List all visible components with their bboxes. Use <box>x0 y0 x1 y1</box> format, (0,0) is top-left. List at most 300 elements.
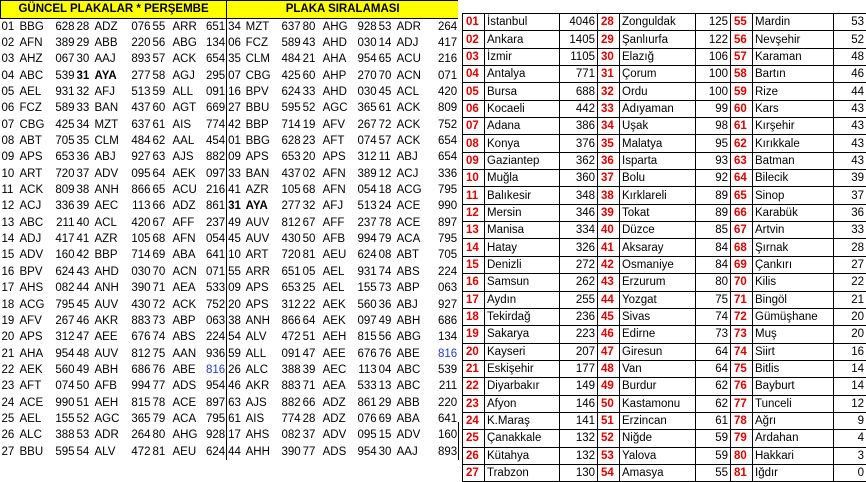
ranking-row <box>463 204 866 221</box>
plate-number-cell: 312 <box>350 150 378 166</box>
plate-code-cell: 53 <box>378 19 396 36</box>
plate-row <box>1 264 459 280</box>
plate-letters-cell: BBU <box>245 101 273 117</box>
plate-letters-cell: ABB <box>94 35 123 51</box>
city-count-cell: 43 <box>834 152 866 169</box>
plate-letters-cell: AJS <box>245 395 273 411</box>
city-name-cell: Muş <box>753 326 834 343</box>
plate-row <box>1 101 459 117</box>
plate-code-cell: 51 <box>302 330 322 346</box>
plate-number-cell: 628 <box>47 19 76 36</box>
plate-number-cell: 030 <box>350 84 378 100</box>
plate-letters-cell: BAN <box>94 101 123 117</box>
city-code-cell: 24 <box>463 412 485 429</box>
ranking-row <box>463 274 866 291</box>
plate-letters-cell: ABH <box>396 313 424 329</box>
city-code-cell: 50 <box>598 395 620 412</box>
plate-letters-cell: AAJ <box>396 444 424 460</box>
city-name-cell: Ardahan <box>753 430 834 447</box>
city-count-cell: 362 <box>560 152 598 169</box>
plate-number-cell: 417 <box>424 35 459 51</box>
city-count-cell: 62 <box>696 395 731 412</box>
plate-number-cell: 624 <box>47 264 76 280</box>
plates-header-row <box>1 1 459 19</box>
city-name-cell: Bilecik <box>753 170 834 187</box>
plate-number-cell: 388 <box>47 428 76 444</box>
plate-code-cell: 33 <box>76 101 94 117</box>
plate-letters-cell: ACU <box>172 182 199 198</box>
city-count-cell: 61 <box>696 412 731 429</box>
city-count-cell: 141 <box>560 412 598 429</box>
city-name-cell: Uşak <box>620 118 696 135</box>
plate-code-cell: 77 <box>152 379 172 395</box>
city-name-cell: Kastamonu <box>620 395 696 412</box>
city-code-cell: 23 <box>463 395 485 412</box>
city-code-cell: 13 <box>463 222 485 239</box>
plate-code-cell: 51 <box>76 395 94 411</box>
plate-letters-cell: ACE <box>19 395 47 411</box>
city-count-cell: 106 <box>696 48 731 65</box>
plate-code-cell: 01 <box>227 133 245 149</box>
plate-row <box>1 346 459 362</box>
plate-code-cell: 66 <box>302 395 322 411</box>
plate-letters-cell: AFB <box>94 379 123 395</box>
plate-letters-cell: ABC <box>396 362 424 378</box>
plate-row <box>1 84 459 100</box>
plate-number-cell: 990 <box>424 199 459 215</box>
plate-letters-cell: ARR <box>245 264 273 280</box>
plate-number-cell: 815 <box>123 395 152 411</box>
plate-code-cell: 39 <box>302 362 322 378</box>
plate-code-cell: 57 <box>152 52 172 68</box>
ranking-row <box>463 343 866 360</box>
plate-letters-cell: AEK <box>322 297 350 313</box>
plate-code-cell: 73 <box>152 313 172 329</box>
plate-number-cell: 654 <box>424 133 459 149</box>
city-count-cell: 9 <box>834 412 866 429</box>
plate-letters-cell: ACL <box>396 84 424 100</box>
plate-number-cell: 809 <box>47 182 76 198</box>
plate-code-cell: 06 <box>1 101 19 117</box>
plate-number-cell: 653 <box>47 150 76 166</box>
plate-code-cell: 65 <box>152 182 172 198</box>
plate-letters-cell: ADR <box>94 428 123 444</box>
plate-code-cell: 30 <box>76 52 94 68</box>
plate-code-cell: 21 <box>302 52 322 68</box>
plate-number-cell: 628 <box>273 133 302 149</box>
city-name-cell: Bitlis <box>753 360 834 377</box>
city-name-cell: Kırıkkale <box>753 135 834 152</box>
plate-code-cell: 46 <box>76 313 94 329</box>
city-count-cell: 688 <box>560 83 598 100</box>
plate-number-cell: 560 <box>350 297 378 313</box>
plate-letters-cell: AKR <box>245 379 273 395</box>
plate-number-cell: 105 <box>123 231 152 247</box>
plate-code-cell: 09 <box>227 281 245 297</box>
city-count-cell: 262 <box>560 274 598 291</box>
city-code-cell: 80 <box>731 447 753 464</box>
plate-code-cell: 08 <box>1 133 19 149</box>
plate-letters-cell: BBP <box>94 248 123 264</box>
plate-letters-cell: ACA <box>396 231 424 247</box>
plate-letters-cell: ACK <box>172 297 199 313</box>
plate-number-cell: 883 <box>273 379 302 395</box>
plate-code-cell: 20 <box>227 297 245 313</box>
plate-code-cell: 49 <box>76 362 94 378</box>
city-name-cell: Gaziantep <box>485 152 560 169</box>
city-name-cell: Batman <box>753 152 834 169</box>
plate-number-cell: 160 <box>47 248 76 264</box>
city-name-cell: Konya <box>485 135 560 152</box>
plate-number-cell: 897 <box>199 395 227 411</box>
plate-letters-cell: ABA <box>396 411 424 427</box>
plate-number-cell: 653 <box>273 150 302 166</box>
plate-number-cell: 928 <box>199 428 227 444</box>
plate-letters-cell: AEK <box>322 313 350 329</box>
plate-code-cell: 61 <box>227 411 245 427</box>
city-count-cell: 16 <box>834 343 866 360</box>
plate-row <box>1 248 459 264</box>
city-code-cell: 46 <box>598 326 620 343</box>
city-code-cell: 28 <box>598 14 620 31</box>
city-name-cell: Tokat <box>620 204 696 221</box>
plate-number-cell: 651 <box>273 264 302 280</box>
plate-code-cell: 81 <box>302 248 322 264</box>
plate-number-cell: 074 <box>47 379 76 395</box>
plate-code-cell: 25 <box>1 411 19 427</box>
city-code-cell: 66 <box>731 204 753 221</box>
plate-number-cell: 390 <box>273 444 302 460</box>
plate-letters-cell: AAN <box>172 346 199 362</box>
ranking-row <box>463 256 866 273</box>
plate-number-cell: 484 <box>273 52 302 68</box>
plate-code-cell: 42 <box>76 248 94 264</box>
plate-code-cell: 05 <box>302 264 322 280</box>
plate-number-cell: 097 <box>350 313 378 329</box>
city-count-cell: 89 <box>696 187 731 204</box>
city-name-cell: Erzurum <box>620 274 696 291</box>
city-code-cell: 78 <box>731 412 753 429</box>
city-count-cell: 0 <box>834 464 866 481</box>
city-code-cell: 10 <box>463 170 485 187</box>
plate-code-cell: 11 <box>378 150 396 166</box>
city-count-cell: 21 <box>834 291 866 308</box>
plate-letters-cell: ADV <box>322 428 350 444</box>
plate-letters-cell: ACE <box>396 215 424 231</box>
plate-letters-cell: ACE <box>396 199 424 215</box>
plate-letters-cell: ABG <box>172 35 199 51</box>
plate-letters-cell: AEC <box>94 199 123 215</box>
plate-number-cell: 091 <box>199 84 227 100</box>
plate-code-cell: 68 <box>302 182 322 198</box>
plate-number-cell: 795 <box>424 182 459 198</box>
plate-number-cell: 812 <box>123 346 152 362</box>
plate-code-cell: 47 <box>76 330 94 346</box>
ranking-row <box>463 83 866 100</box>
plate-code-cell: 67 <box>302 215 322 231</box>
city-name-cell: Aksaray <box>620 239 696 256</box>
plate-number-cell: 312 <box>273 297 302 313</box>
plate-code-cell: 63 <box>152 150 172 166</box>
plate-number-cell: 816 <box>424 346 459 362</box>
plate-number-cell: 211 <box>424 379 459 395</box>
plate-letters-cell: ACK <box>19 182 47 198</box>
plate-code-cell: 37 <box>76 166 94 182</box>
plate-letters-cell: AEK <box>172 166 199 182</box>
plate-code-cell: 27 <box>1 444 19 460</box>
city-code-cell: 02 <box>463 31 485 48</box>
city-code-cell: 70 <box>731 274 753 291</box>
plate-number-cell: 686 <box>123 362 152 378</box>
city-code-cell: 20 <box>463 343 485 360</box>
plate-code-cell: 20 <box>302 150 322 166</box>
plate-number-cell: 714 <box>123 248 152 264</box>
city-name-cell: Malatya <box>620 135 696 152</box>
plate-code-cell: 80 <box>302 19 322 36</box>
city-name-cell: Şırnak <box>753 239 834 256</box>
plate-letters-cell: AZR <box>94 231 123 247</box>
plate-letters-cell: APS <box>19 150 47 166</box>
plate-letters-cell: ACK <box>172 52 199 68</box>
city-code-cell: 67 <box>731 222 753 239</box>
plate-number-cell: 882 <box>273 395 302 411</box>
plate-number-cell: 866 <box>273 313 302 329</box>
city-name-cell: Gümüşhane <box>753 308 834 325</box>
plate-letters-cell: CLM <box>94 133 123 149</box>
city-count-cell: 44 <box>834 83 866 100</box>
plate-letters-cell: AFF <box>172 215 199 231</box>
plate-code-cell: 74 <box>378 264 396 280</box>
plate-number-cell: 539 <box>47 68 76 84</box>
plate-code-cell: 79 <box>152 411 172 427</box>
plate-number-cell: 076 <box>350 411 378 427</box>
plate-number-cell: 105 <box>273 182 302 198</box>
plate-letters-cell: BAN <box>245 166 273 182</box>
plate-letters-cell: ADV <box>94 166 123 182</box>
plate-row <box>1 428 459 444</box>
city-name-cell: Mardin <box>753 14 834 31</box>
city-code-cell: 32 <box>598 83 620 100</box>
plate-number-cell: 365 <box>123 411 152 427</box>
plate-code-cell: 70 <box>378 68 396 84</box>
plate-code-cell: 55 <box>227 264 245 280</box>
city-code-cell: 48 <box>598 360 620 377</box>
ranking-row <box>463 326 866 343</box>
plate-letters-cell: AYA <box>94 68 123 84</box>
ranking-row <box>463 48 866 65</box>
plate-code-cell: 26 <box>1 428 19 444</box>
plate-number-cell: 990 <box>47 395 76 411</box>
plate-number-cell: 430 <box>273 231 302 247</box>
plate-number-cell: 484 <box>123 133 152 149</box>
plate-letters-cell: ADJ <box>19 231 47 247</box>
plate-letters-cell: AFN <box>19 35 47 51</box>
city-name-cell: Çanakkale <box>485 430 560 447</box>
plate-number-cell: 454 <box>199 133 227 149</box>
city-name-cell: Aydın <box>485 291 560 308</box>
city-count-cell: 85 <box>696 222 731 239</box>
plate-letters-cell: CBG <box>245 68 273 84</box>
city-count-cell: 99 <box>696 100 731 117</box>
plate-code-cell: 54 <box>227 330 245 346</box>
plate-number-cell: 752 <box>199 297 227 313</box>
city-count-cell: 43 <box>834 118 866 135</box>
plate-number-cell: 420 <box>123 215 152 231</box>
plate-number-cell: 264 <box>424 19 459 36</box>
city-count-cell: 376 <box>560 135 598 152</box>
plate-number-cell: 437 <box>273 166 302 182</box>
plate-number-cell: 389 <box>350 166 378 182</box>
plate-letters-cell: ACA <box>172 411 199 427</box>
city-count-cell: 14 <box>834 360 866 377</box>
plate-letters-cell: AIS <box>172 117 199 133</box>
plate-letters-cell: AHD <box>322 35 350 51</box>
plate-number-cell: 388 <box>273 362 302 378</box>
plate-number-cell: 097 <box>199 166 227 182</box>
plate-number-cell: 134 <box>424 330 459 346</box>
plate-number-cell: 795 <box>199 411 227 427</box>
city-name-cell: Bursa <box>485 83 560 100</box>
plate-code-cell: 34 <box>76 117 94 133</box>
current-plates-header: GÜNCEL PLAKALAR * PERŞEMBE <box>1 1 227 19</box>
plate-number-cell: 420 <box>424 84 459 100</box>
city-count-cell: 59 <box>696 447 731 464</box>
plate-row <box>1 35 459 51</box>
plate-code-cell: 49 <box>227 215 245 231</box>
plate-row <box>1 52 459 68</box>
plate-letters-cell: AEL <box>322 281 350 297</box>
plate-code-cell: 71 <box>152 281 172 297</box>
plate-number-cell: 589 <box>47 101 76 117</box>
plate-letters-cell: AGC <box>94 411 123 427</box>
plate-row <box>1 444 459 460</box>
plate-letters-cell: AEL <box>19 84 47 100</box>
plate-number-cell: 624 <box>273 84 302 100</box>
city-code-cell: 69 <box>731 256 753 273</box>
plate-letters-cell: ALL <box>245 346 273 362</box>
plate-number-cell: 866 <box>123 182 152 198</box>
city-count-cell: 20 <box>834 326 866 343</box>
plate-number-cell: 795 <box>424 231 459 247</box>
plate-letters-cell: ACL <box>94 215 123 231</box>
plate-letters-cell: ABJ <box>94 150 123 166</box>
city-count-cell: 75 <box>696 291 731 308</box>
plate-row <box>1 362 459 378</box>
plate-code-cell: 25 <box>302 281 322 297</box>
plate-letters-cell: AEL <box>322 264 350 280</box>
plate-code-cell: 56 <box>152 35 172 51</box>
plate-letters-cell: AHG <box>322 19 350 36</box>
city-name-cell: Balıkesir <box>485 187 560 204</box>
city-name-cell: K.Maraş <box>485 412 560 429</box>
city-count-cell: 1405 <box>560 31 598 48</box>
city-code-cell: 18 <box>463 308 485 325</box>
plate-code-cell: 24 <box>1 395 19 411</box>
city-count-cell: 98 <box>696 118 731 135</box>
plate-number-cell: 815 <box>350 330 378 346</box>
city-code-cell: 26 <box>463 447 485 464</box>
city-code-cell: 77 <box>731 395 753 412</box>
plate-code-cell: 64 <box>152 166 172 182</box>
plate-number-cell: 637 <box>273 19 302 36</box>
city-name-cell: Ankara <box>485 31 560 48</box>
city-count-cell: 37 <box>834 187 866 204</box>
plate-letters-cell: ACK <box>396 101 424 117</box>
city-count-cell: 326 <box>560 239 598 256</box>
plate-letters-cell: ABT <box>396 248 424 264</box>
city-code-cell: 64 <box>731 170 753 187</box>
plate-code-cell: 05 <box>1 84 19 100</box>
plate-code-cell: 56 <box>378 330 396 346</box>
ranking-row <box>463 170 866 187</box>
plate-row <box>1 281 459 297</box>
plate-number-cell: 927 <box>123 150 152 166</box>
city-name-cell: Kocaeli <box>485 100 560 117</box>
city-name-cell: Nevşehir <box>753 31 834 48</box>
city-code-cell: 08 <box>463 135 485 152</box>
plate-code-cell: 09 <box>1 150 19 166</box>
plate-letters-cell: MZT <box>245 19 273 36</box>
city-code-cell: 74 <box>731 343 753 360</box>
plates-table-body <box>1 1 459 461</box>
plate-code-cell: 39 <box>76 199 94 215</box>
plate-number-cell: 595 <box>273 101 302 117</box>
plate-letters-cell: AHH <box>245 444 273 460</box>
city-count-cell: 346 <box>560 204 598 221</box>
plate-code-cell: 17 <box>227 428 245 444</box>
city-count-cell: 771 <box>560 66 598 83</box>
plate-number-cell: 954 <box>350 52 378 68</box>
plate-code-cell: 47 <box>302 346 322 362</box>
city-count-cell: 64 <box>696 343 731 360</box>
plate-code-cell: 52 <box>302 101 322 117</box>
city-code-cell: 33 <box>598 100 620 117</box>
plate-code-cell: 71 <box>302 379 322 395</box>
plate-letters-cell: AEU <box>322 248 350 264</box>
plate-code-cell: 17 <box>1 281 19 297</box>
plate-number-cell: 893 <box>424 444 459 460</box>
plate-number-cell: 267 <box>350 117 378 133</box>
plate-number-cell: 513 <box>123 84 152 100</box>
city-code-cell: 54 <box>598 464 620 481</box>
city-code-cell: 44 <box>598 291 620 308</box>
plate-letters-cell: ACU <box>396 52 424 68</box>
plate-number-cell: 063 <box>424 281 459 297</box>
plate-code-cell: 12 <box>378 166 396 182</box>
plate-letters-cell: AHD <box>94 264 123 280</box>
city-count-cell: 386 <box>560 118 598 135</box>
city-name-cell: Rize <box>753 83 834 100</box>
plate-number-cell: 224 <box>424 264 459 280</box>
ranking-row <box>463 395 866 412</box>
plate-code-cell: 31 <box>227 199 245 215</box>
plate-code-cell: 59 <box>152 84 172 100</box>
plate-row <box>1 182 459 198</box>
city-code-cell: 57 <box>731 48 753 65</box>
plate-letters-cell: ANH <box>245 313 273 329</box>
city-count-cell: 84 <box>696 256 731 273</box>
plate-number-cell: 295 <box>199 68 227 84</box>
plate-code-cell: 67 <box>152 215 172 231</box>
plate-letters-cell: AUV <box>94 346 123 362</box>
plate-number-cell: 676 <box>350 346 378 362</box>
city-count-cell: 149 <box>560 378 598 395</box>
plate-letters-cell: AUV <box>94 297 123 313</box>
city-count-cell: 92 <box>696 170 731 187</box>
plate-number-cell: 155 <box>47 411 76 427</box>
city-ranking-table <box>462 13 866 482</box>
ranking-row <box>463 430 866 447</box>
